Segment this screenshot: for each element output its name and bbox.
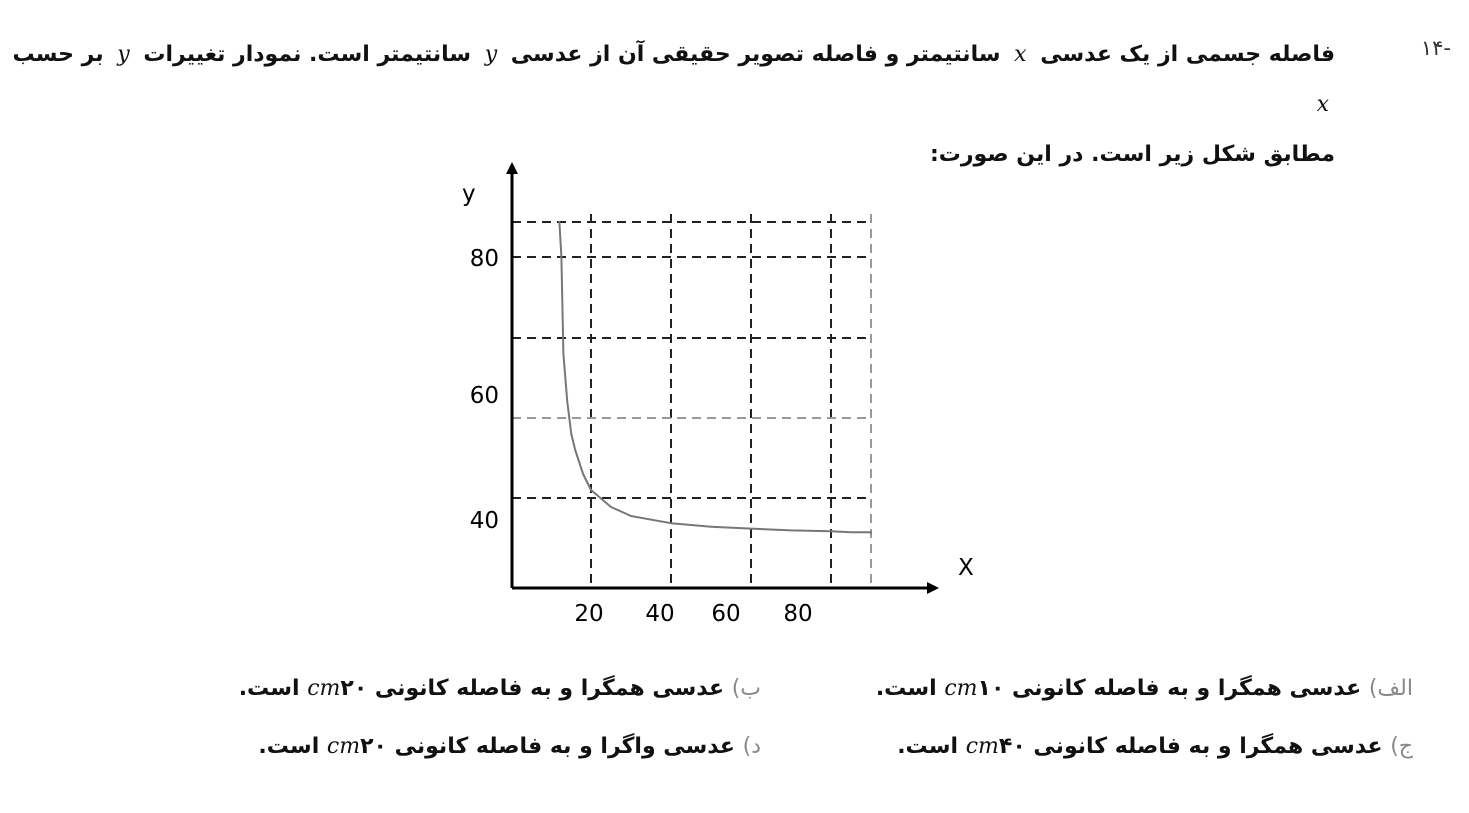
option-a[interactable] xyxy=(876,676,1413,701)
stem-text-3: سانتیمتر است. نمودار تغییرات xyxy=(143,42,472,67)
option-d[interactable] xyxy=(258,734,761,759)
y-tick-label: 40 xyxy=(469,508,499,534)
option-a-label: الف) xyxy=(1368,676,1413,701)
tick-labels xyxy=(470,246,813,627)
option-c-value: ۴۰ xyxy=(998,734,1026,759)
variable-y-2: y xyxy=(117,42,130,67)
option-a-value: ۱۰ xyxy=(977,676,1005,701)
option-d-text: عدسی واگرا و به فاصله کانونی xyxy=(394,734,735,759)
stem-text-1: فاصله جسمی از یک عدسی xyxy=(1040,42,1335,67)
option-b-value: ۲۰ xyxy=(340,676,368,701)
x-tick-label: 60 xyxy=(711,601,741,627)
option-c[interactable] xyxy=(897,734,1413,759)
series-line xyxy=(559,222,871,533)
option-d-unit: cm xyxy=(326,734,361,759)
stem-text-line2: مطابق شکل زیر است. در این صورت: xyxy=(929,142,1335,167)
variable-y: y xyxy=(484,42,498,67)
x-tick-label: 20 xyxy=(574,601,604,627)
option-d-label: د) xyxy=(742,734,761,759)
option-c-end: است. xyxy=(897,734,959,759)
option-d-end: است. xyxy=(258,734,320,759)
x-axis-label: X xyxy=(958,555,974,581)
x-tick-label: 80 xyxy=(783,601,813,627)
x-tick-label: 40 xyxy=(645,601,675,627)
y-tick-label: 80 xyxy=(469,246,499,272)
option-d-value: ۲۰ xyxy=(360,734,387,759)
y-axis-label: y xyxy=(462,181,476,207)
option-c-text: عدسی همگرا و به فاصله کانونی xyxy=(1033,734,1383,759)
option-b-end: است. xyxy=(238,676,300,701)
question-number: -۱۴ xyxy=(1420,36,1451,60)
y-tick-label: 60 xyxy=(469,383,499,409)
curve-group xyxy=(559,222,871,533)
option-b-label: ب) xyxy=(731,676,761,701)
option-b-text: عدسی همگرا و به فاصله کانونی xyxy=(374,676,725,701)
variable-x-2: x xyxy=(1316,92,1329,117)
option-c-unit: cm xyxy=(965,734,999,759)
option-b-unit: cm xyxy=(307,676,341,701)
option-c-label: ج) xyxy=(1390,734,1413,759)
option-b[interactable] xyxy=(239,676,761,701)
option-a-end: است. xyxy=(875,676,937,701)
option-a-text: عدسی همگرا و به فاصله کانونی xyxy=(1012,676,1362,701)
stem-text-2: سانتیمتر و فاصله تصویر حقیقی آن از عدسی xyxy=(510,42,1001,67)
variable-x: x xyxy=(1014,42,1027,67)
stem-text-4: بر حسب xyxy=(12,42,104,67)
option-a-unit: cm xyxy=(944,676,978,701)
